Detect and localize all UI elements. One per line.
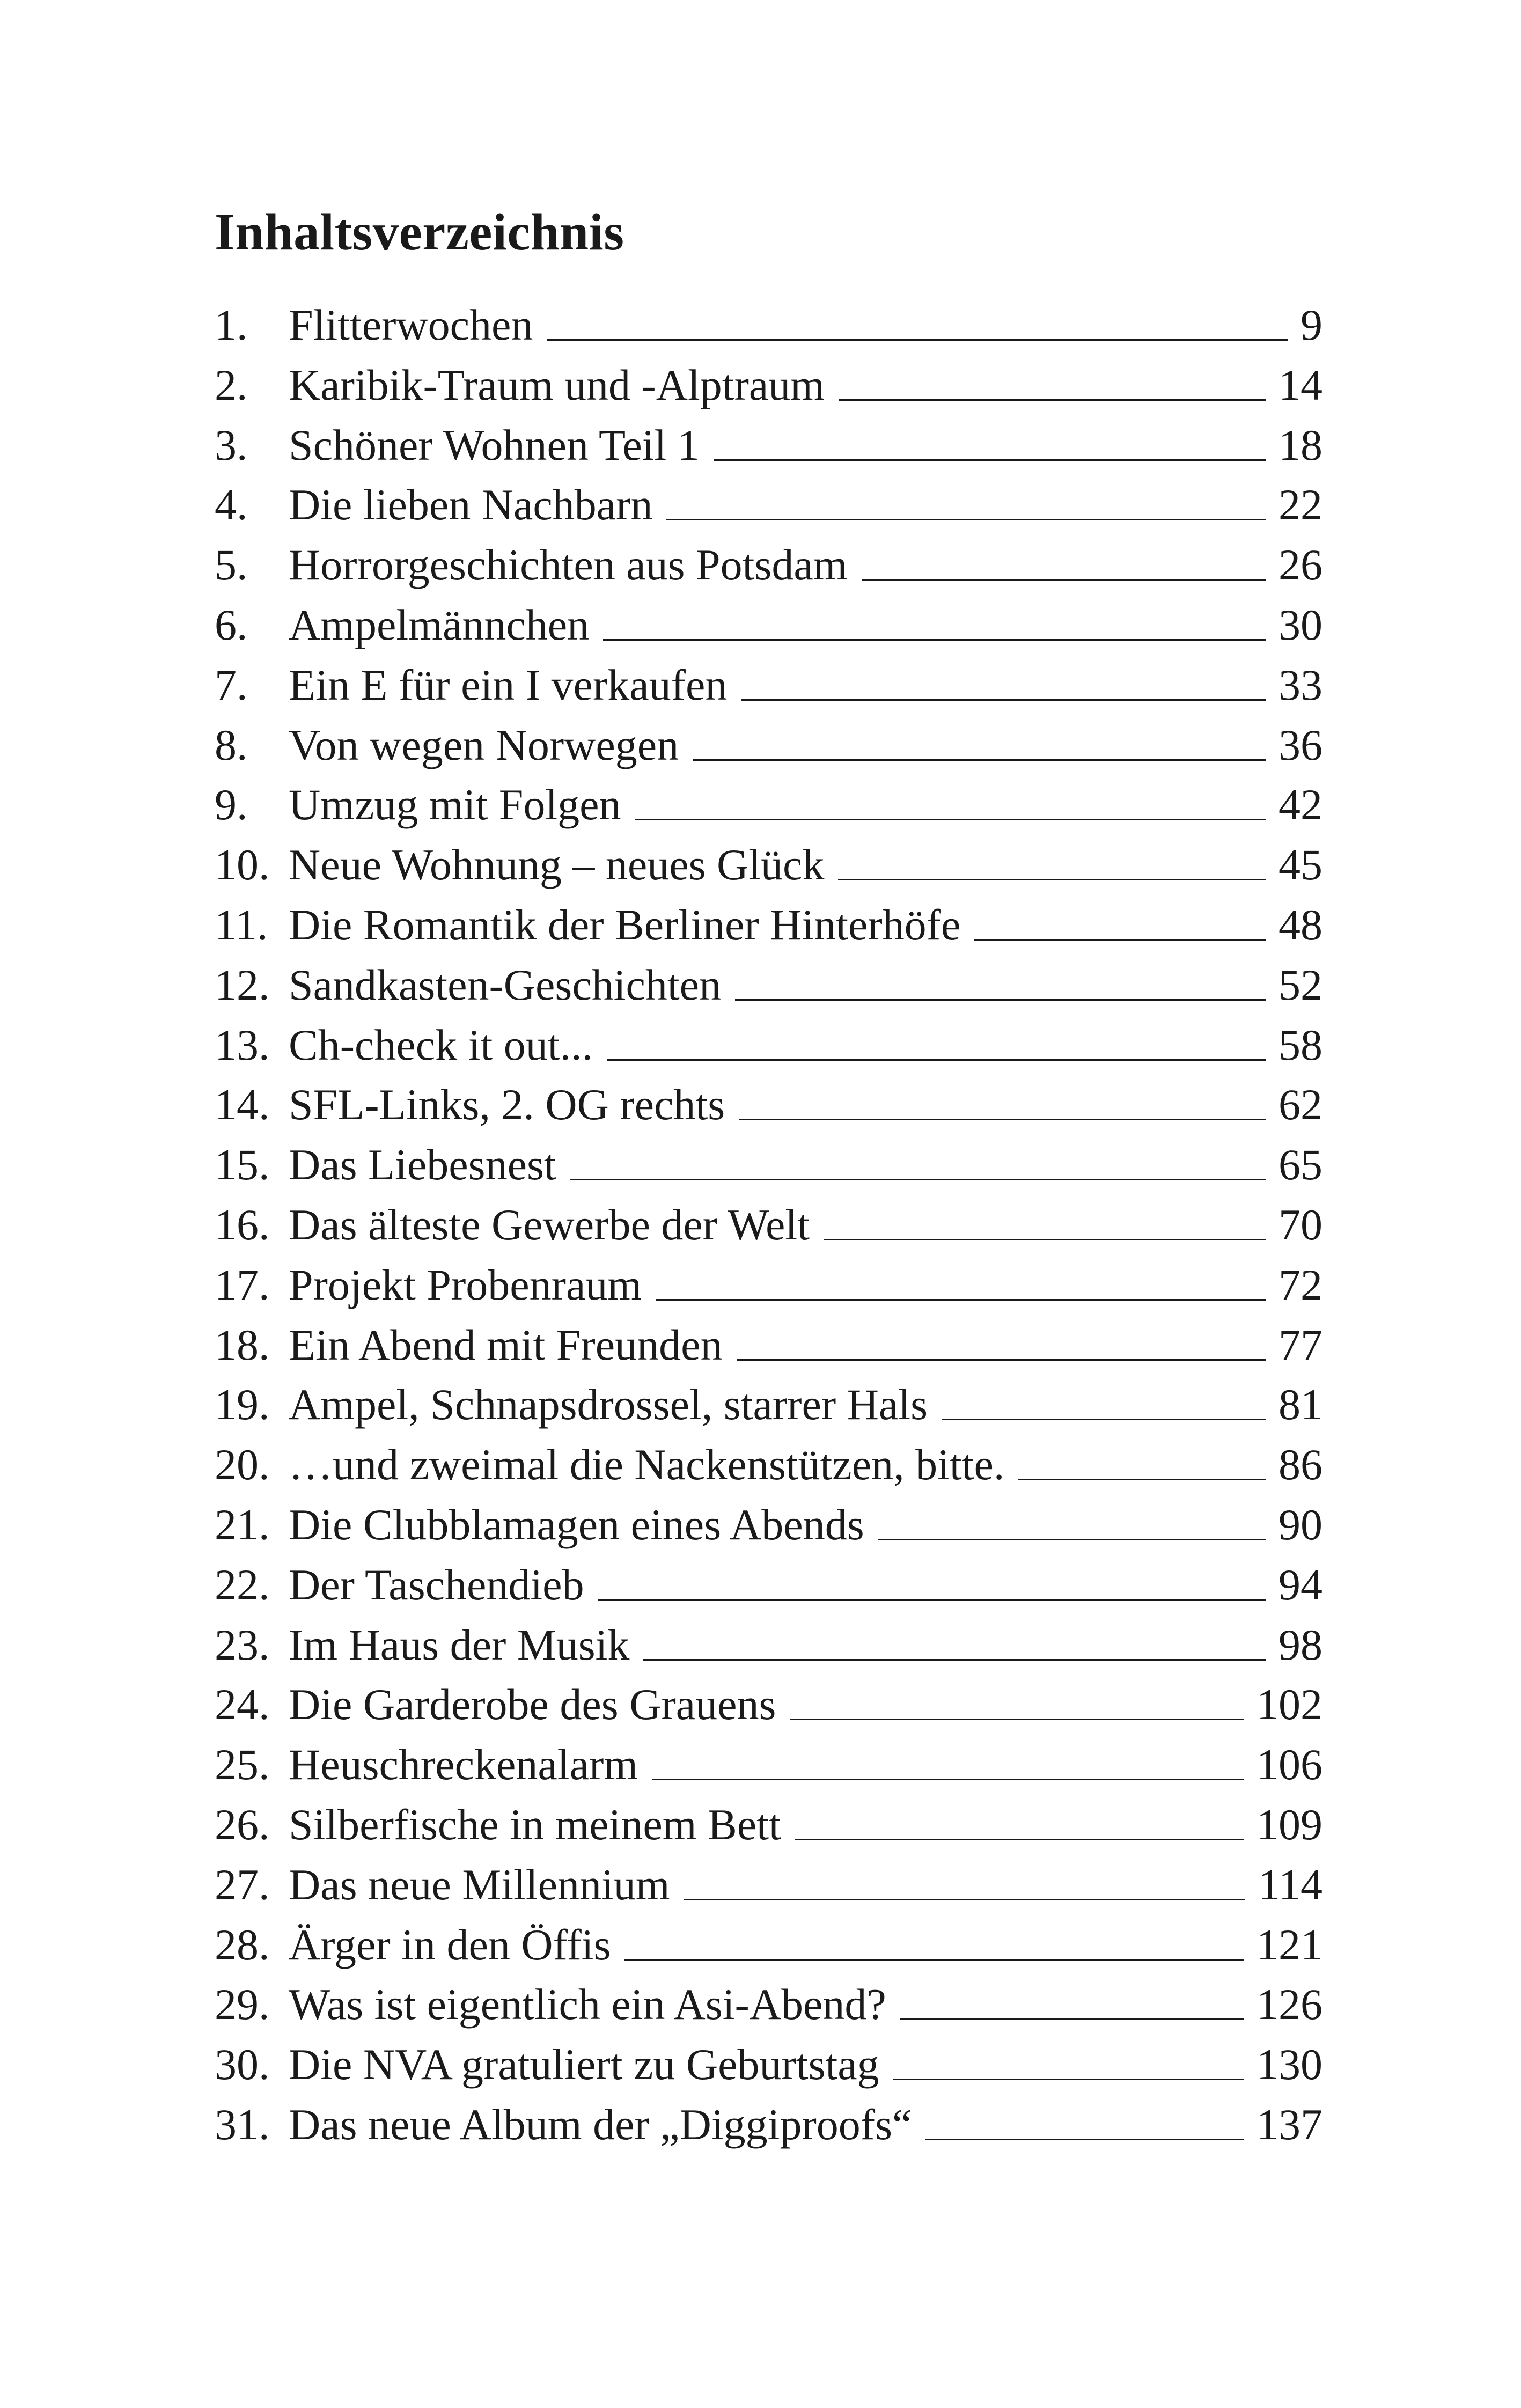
toc-entry-page-number: 9 [1300,300,1322,349]
toc-entry-number: 13. [215,1020,270,1069]
toc-entry-title: Die lieben Nachbarn [289,480,653,530]
toc-entry-title: Silberfische in meinem Bett [289,1800,781,1849]
toc-entry-page-number: 77 [1278,1320,1322,1369]
toc-entry-page-number: 90 [1278,1500,1322,1549]
toc-entry-page-number: 42 [1278,780,1322,829]
toc-leader-line [656,1299,1266,1301]
toc-leader-line [739,1119,1266,1120]
toc-leader-line [624,1959,1244,1961]
toc-entry-title: Heuschreckenalarm [289,1740,638,1789]
toc-entry-title: Das älteste Gewerbe der Welt [289,1200,810,1249]
toc-entry-number: 28. [215,1920,270,1969]
toc-entry [215,415,1322,475]
toc-entry-page-number: 48 [1278,900,1322,949]
toc-entry-number: 1. [215,300,248,349]
toc-entry [215,955,1322,1015]
toc-entry-title: Von wegen Norwegen [289,720,679,769]
toc-entry-number: 30. [215,2040,270,2089]
toc-entry-number: 16. [215,1200,270,1249]
toc-entry-page-number: 22 [1278,480,1322,530]
toc-entry-page-number: 33 [1278,660,1322,709]
toc-entry-page-number: 137 [1257,2099,1322,2149]
toc-leader-line [838,879,1266,880]
toc-entry-number: 25. [215,1740,270,1789]
toc-leader-line [942,1419,1266,1420]
toc-entry-page-number: 126 [1257,1980,1322,2029]
toc-entry-number: 22. [215,1560,270,1609]
toc-leader-line [878,1539,1266,1540]
toc-leader-line [737,1359,1266,1361]
toc-leader-line [714,459,1266,461]
toc-entry-page-number: 30 [1278,600,1322,649]
toc-entry-page-number: 70 [1278,1200,1322,1249]
toc-entry-number: 21. [215,1500,270,1549]
toc-entry [215,475,1322,535]
toc-entry-title: Ein E für ein I verkaufen [289,660,728,709]
toc-entry-title: Die Romantik der Berliner Hinterhöfe [289,900,961,949]
toc-entry-page-number: 106 [1257,1740,1322,1789]
toc-leader-line [547,339,1288,341]
toc-entry-number: 20. [215,1440,270,1489]
toc-entry [215,2035,1322,2095]
toc-entry-title: Das neue Millennium [289,1860,670,1909]
toc-entry [215,535,1322,595]
toc-entry-title: Sandkasten-Geschichten [289,960,722,1009]
toc-entry-page-number: 65 [1278,1140,1322,1190]
toc-entry-title: …und zweimal die Nackenstützen, bitte. [289,1440,1005,1489]
toc-entry [215,1015,1322,1075]
toc-entry-page-number: 36 [1278,720,1322,769]
toc-entry-number: 12. [215,960,270,1009]
toc-entry-page-number: 114 [1258,1860,1322,1909]
toc-entry [215,1315,1322,1375]
toc-leader-line [790,1719,1244,1720]
toc-entry [215,835,1322,895]
toc-entry [215,775,1322,835]
toc-entry [215,2095,1322,2155]
toc-entry [215,1435,1322,1495]
toc-leader-line [666,519,1266,520]
toc-entry [215,1375,1322,1435]
toc-entry-number: 29. [215,1980,270,2029]
toc-leader-line [900,2018,1244,2020]
toc-entry-number: 24. [215,1680,270,1729]
toc-leader-line [795,1839,1244,1840]
toc-entry-page-number: 102 [1257,1680,1322,1729]
toc-entry [215,1195,1322,1255]
toc-entry-title: Ampel, Schnapsdrossel, starrer Hals [289,1380,928,1429]
toc-entry [215,355,1322,415]
toc-entry-title: Projekt Probenraum [289,1260,642,1309]
toc-entry-page-number: 121 [1257,1920,1322,1969]
toc-leader-line [862,579,1266,581]
toc-entry [215,1675,1322,1735]
toc-entry [215,1135,1322,1195]
toc-entry [215,1555,1322,1615]
toc-entry-title: Was ist eigentlich ein Asi-Abend? [289,1980,886,2029]
toc-entry [215,1974,1322,2035]
toc-entry [215,1255,1322,1315]
toc-entry-number: 9. [215,780,248,829]
toc-entry-number: 10. [215,840,270,890]
toc-entry-page-number: 18 [1278,420,1322,469]
toc-entry-page-number: 14 [1278,360,1322,409]
toc-entry-title: Karibik-Traum und -Alptraum [289,360,825,409]
toc-entry-title: Flitterwochen [289,300,533,349]
toc-entry-page-number: 58 [1278,1020,1322,1069]
toc-entry-title: Ch-check it out... [289,1020,593,1069]
toc-leader-line [741,699,1266,701]
toc-entry-page-number: 81 [1278,1380,1322,1429]
toc-entry-title: Das Liebesnest [289,1140,556,1190]
toc-entry-page-number: 62 [1278,1080,1322,1129]
toc-entry-number: 7. [215,660,248,709]
toc-entry-page-number: 94 [1278,1560,1322,1609]
toc-entry-number: 17. [215,1260,270,1309]
toc-leader-line [824,1239,1266,1240]
toc-entry-page-number: 72 [1278,1260,1322,1309]
toc-entry-number: 18. [215,1320,270,1369]
toc-entry [215,715,1322,775]
toc-entry-page-number: 45 [1278,840,1322,890]
toc-entry-title: Die NVA gratuliert zu Geburtstag [289,2040,879,2089]
toc-entry-number: 6. [215,600,248,649]
toc-entry-page-number: 86 [1278,1440,1322,1489]
toc-entry [215,595,1322,655]
toc-entry [215,1075,1322,1135]
toc-entry [215,655,1322,715]
toc-entry-page-number: 52 [1278,960,1322,1009]
toc-entry-number: 8. [215,720,248,769]
toc-leader-line [643,1659,1266,1661]
toc-entry-title: Der Taschendieb [289,1560,584,1609]
toc-entry-number: 31. [215,2099,270,2149]
toc-entry [215,1855,1322,1915]
toc-leader-line [570,1179,1266,1180]
toc-entry-number: 2. [215,360,248,409]
toc-entry-title: Ampelmännchen [289,600,590,649]
toc-entry-page-number: 130 [1257,2040,1322,2089]
toc-entry [215,1495,1322,1555]
toc-entry-title: SFL-Links, 2. OG rechts [289,1080,725,1129]
toc-entry-number: 15. [215,1140,270,1190]
toc-entry-title: Neue Wohnung – neues Glück [289,840,825,890]
toc-entry-title: Im Haus der Musik [289,1620,630,1669]
toc-entry-number: 19. [215,1380,270,1429]
toc-leader-line [607,1059,1266,1061]
toc-entry-title: Ärger in den Öffis [289,1920,611,1969]
toc-entry [215,1915,1322,1975]
toc-leader-line [839,399,1266,401]
toc-entry-page-number: 26 [1278,540,1322,590]
toc-leader-line [684,1899,1245,1900]
toc-entry [215,1795,1322,1855]
toc-entry-title: Ein Abend mit Freunden [289,1320,723,1369]
toc-entry-number: 11. [215,900,268,949]
toc-entry-number: 3. [215,420,248,469]
toc-entry-number: 26. [215,1800,270,1849]
toc-entry [215,1735,1322,1795]
toc-leader-line [735,999,1266,1001]
toc-entry [215,895,1322,955]
toc-entry [215,295,1322,355]
toc-leader-line [925,2139,1244,2140]
toc-entry-number: 27. [215,1860,270,1909]
toc-entry-title: Horrorgeschichten aus Potsdam [289,540,848,590]
toc-leader-line [603,639,1266,641]
toc-leader-line [652,1779,1244,1780]
toc-entry-number: 4. [215,480,248,530]
toc-title: Inhaltsverzeichnis [215,203,624,261]
toc-entry-title: Das neue Album der „Diggiproofs“ [289,2099,912,2149]
toc-leader-line [893,2079,1244,2080]
toc-entry-title: Schöner Wohnen Teil 1 [289,420,700,469]
toc-entry-page-number: 98 [1278,1620,1322,1669]
toc-entry-title: Die Garderobe des Grauens [289,1680,776,1729]
toc-list [215,295,1322,2155]
toc-leader-line [635,819,1266,820]
toc-entry-number: 14. [215,1080,270,1129]
toc-leader-line [598,1599,1266,1601]
toc-leader-line [693,759,1266,761]
toc-entry-number: 5. [215,540,248,590]
toc-leader-line [974,939,1266,941]
toc-entry-number: 23. [215,1620,270,1669]
toc-entry-title: Die Clubblamagen eines Abends [289,1500,864,1549]
toc-leader-line [1018,1479,1266,1480]
toc-entry-title: Umzug mit Folgen [289,780,621,829]
toc-entry-page-number: 109 [1257,1800,1322,1849]
toc-entry [215,1615,1322,1675]
